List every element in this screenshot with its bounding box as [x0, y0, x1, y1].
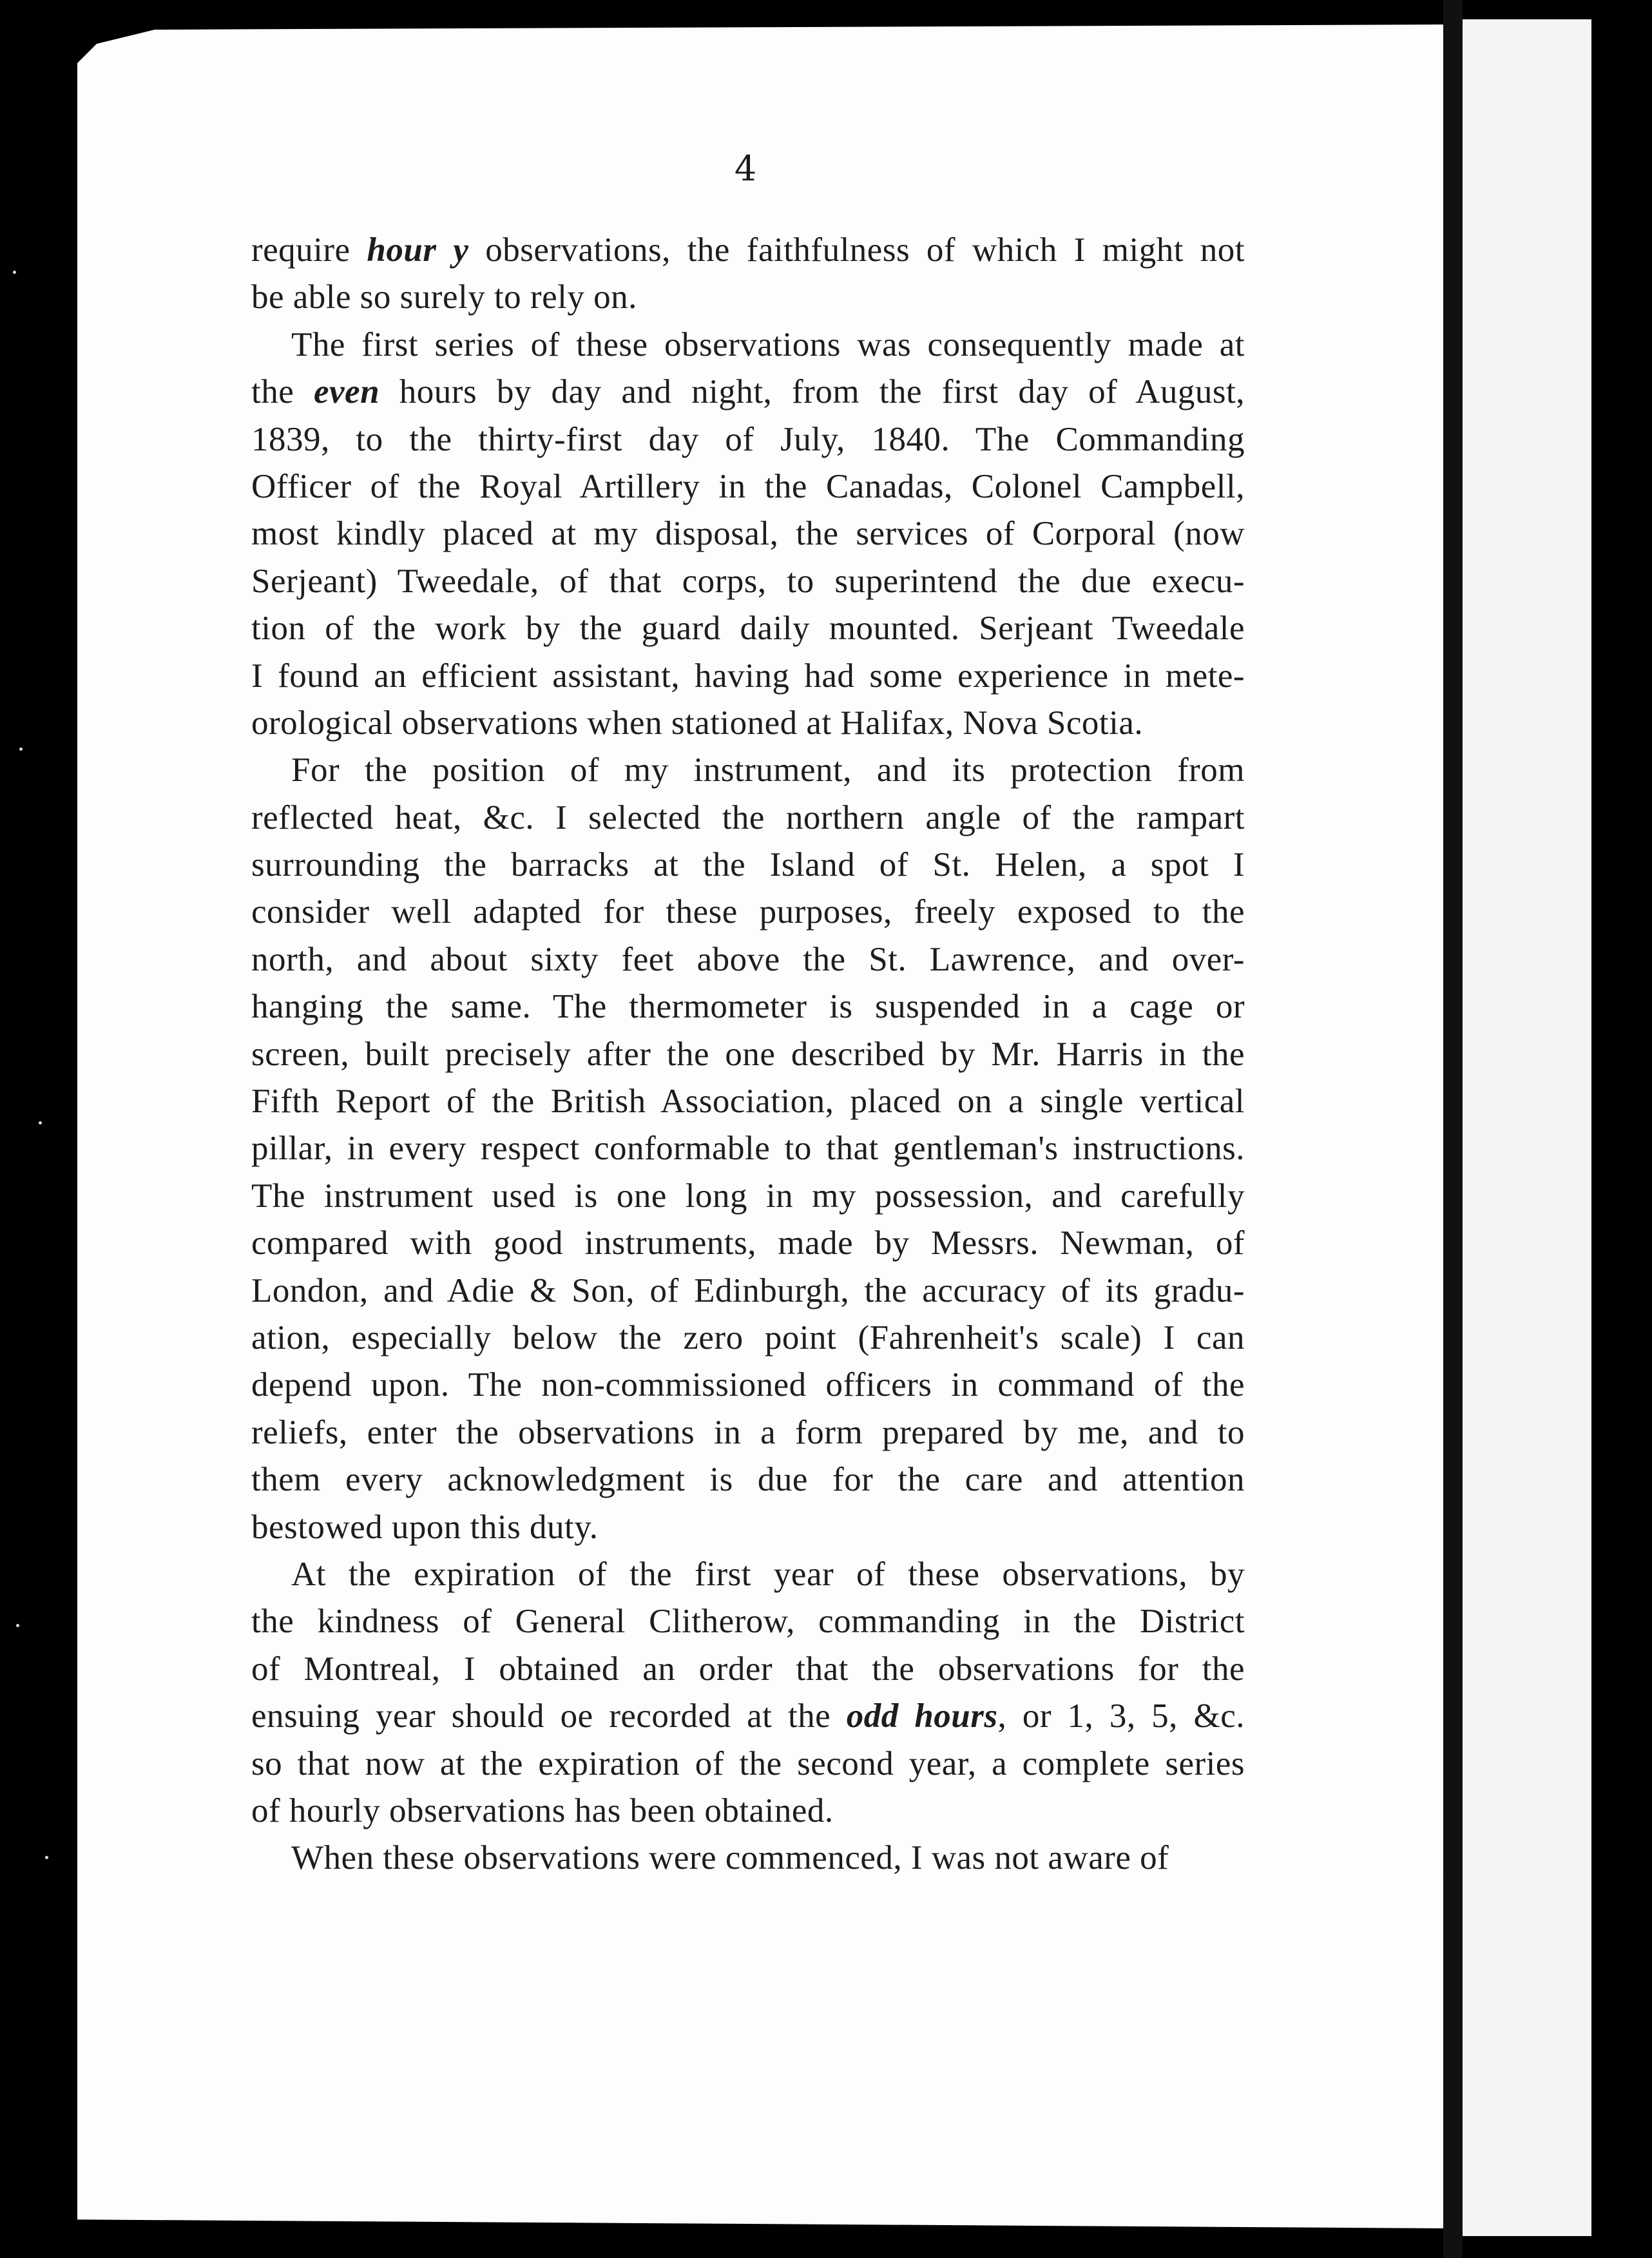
text-run: At the expiration of the first year of these observations, by	[291, 1555, 1245, 1593]
text-run: , or 1, 3, 5, &c.	[997, 1697, 1245, 1735]
ink-mark	[1442, 1503, 1456, 1509]
text-run: bestowed upon this duty.	[251, 1508, 599, 1546]
text-run: observations, the faithfulness of which I might not	[468, 231, 1245, 269]
text-run: of Montreal, I obtained an order that the observations for the	[251, 1650, 1245, 1688]
text-run: ation, especially below the zero point (Fahrenheit's scale) I can	[251, 1318, 1245, 1356]
page-number: 4	[734, 148, 757, 189]
text-line	[251, 605, 1245, 652]
text-line	[251, 700, 1245, 747]
text-line	[251, 1268, 1245, 1315]
text-line	[251, 653, 1245, 700]
text-line	[251, 889, 1245, 936]
text-line	[251, 463, 1245, 510]
text-line	[251, 1504, 1245, 1551]
text-run: so that now at the expiration of the second year, a complete series	[251, 1744, 1245, 1782]
text-line	[251, 1220, 1245, 1267]
text-run: reliefs, enter the observations in a form prepared by me, and to	[251, 1413, 1245, 1451]
text-run: of hourly observations has been obtained.	[251, 1791, 834, 1829]
text-run: depend upon. The non-commissioned officers in command of the	[251, 1366, 1245, 1404]
text-line	[251, 1646, 1245, 1693]
adjacent-page-edge	[1463, 19, 1591, 2236]
text-line	[251, 227, 1245, 274]
text-line	[251, 1362, 1245, 1409]
text-line	[251, 369, 1245, 416]
scan-speck	[39, 1121, 42, 1124]
text-line	[251, 558, 1245, 605]
scan-speck	[45, 1856, 48, 1859]
text-run: north, and about sixty feet above the St. Lawrence, and over-	[251, 940, 1245, 978]
scan-speck	[19, 748, 23, 751]
text-run: consider well adapted for these purposes, freely exposed to the	[251, 893, 1245, 931]
text-run: compared with good instruments, made by Messrs. Newman, of	[251, 1224, 1245, 1262]
text-run: most kindly placed at my disposal, the services of Corporal (now	[251, 515, 1245, 553]
text-run: Fifth Report of the British Association, placed on a single vertical	[251, 1083, 1245, 1121]
text-line	[251, 1031, 1245, 1078]
text-line	[251, 1741, 1245, 1788]
emphasis-text: odd hours	[846, 1697, 998, 1735]
text-run: hours by day and night, from the first day of August,	[379, 373, 1245, 411]
text-run: Officer of the Royal Artillery in the Canadas, Colonel Campbell,	[251, 467, 1245, 505]
emphasis-text: hour y	[367, 231, 469, 269]
body-text	[251, 227, 1245, 1882]
text-line	[251, 1551, 1245, 1598]
text-run: hanging the same. The thermometer is suspended in a cage or	[251, 988, 1245, 1026]
scan-speck	[13, 271, 16, 274]
text-line	[251, 1456, 1245, 1503]
ink-mark	[1443, 1032, 1455, 1038]
text-run: The instrument used is one long in my possession, and carefully	[251, 1177, 1245, 1215]
text-run: surrounding the barracks at the Island of St. Helen, a spot I	[251, 846, 1245, 884]
text-run: the kindness of General Clitherow, commanding in the District	[251, 1603, 1245, 1641]
ink-mark	[1447, 1869, 1455, 1880]
text-run: ensuing year should oe recorded at the	[251, 1697, 847, 1735]
text-line	[251, 842, 1245, 889]
text-line	[251, 1788, 1245, 1835]
text-line	[251, 510, 1245, 557]
text-run: I found an efficient assistant, having had some experience in mete-	[251, 657, 1245, 695]
text-line	[251, 274, 1245, 321]
text-run: 1839, to the thirty-first day of July, 1840. The Commanding	[251, 420, 1245, 458]
text-run: be able so surely to rely on.	[251, 278, 637, 316]
ink-mark	[1445, 540, 1455, 552]
text-run: pillar, in every respect conformable to that gentleman's instructions.	[251, 1130, 1245, 1168]
text-run: London, and Adie & Son, of Edinburgh, the accuracy of its gradu-	[251, 1271, 1245, 1309]
text-line	[251, 1078, 1245, 1125]
text-run: orological observations when stationed at Halifax, Nova Scotia.	[251, 704, 1144, 742]
text-run: tion of the work by the guard daily mounted. Serjeant Tweedale	[251, 610, 1245, 648]
text-run: Serjeant) Tweedale, of that corps, to superintend the due execu-	[251, 562, 1245, 600]
text-run: When these observations were commenced, I was not aware of	[291, 1839, 1169, 1877]
text-line	[251, 322, 1245, 369]
ink-mark	[1442, 232, 1451, 238]
text-run: the	[251, 373, 314, 411]
scan-speck	[16, 1624, 19, 1627]
text-run: The first series of these observations was consequently made at	[291, 325, 1245, 363]
text-line	[251, 1409, 1245, 1456]
text-run: them every acknowledgment is due for the care and attention	[251, 1461, 1245, 1499]
text-line	[251, 1125, 1245, 1172]
text-line	[251, 1693, 1245, 1740]
text-line	[251, 1598, 1245, 1645]
text-run: For the position of my instrument, and its protection from	[291, 751, 1245, 789]
page-gutter	[1443, 0, 1463, 2258]
text-line	[251, 936, 1245, 983]
text-run: reflected heat, &c. I selected the northern angle of the rampart	[251, 798, 1245, 836]
text-run: screen, built precisely after the one described by Mr. Harris in the	[251, 1035, 1245, 1073]
text-line	[251, 1315, 1245, 1362]
text-line	[251, 416, 1245, 463]
text-run: require	[251, 231, 367, 269]
text-line	[251, 747, 1245, 794]
emphasis-text: even	[314, 373, 380, 411]
text-line	[251, 1835, 1245, 1882]
text-line	[251, 983, 1245, 1030]
text-line	[251, 795, 1245, 842]
text-line	[251, 1173, 1245, 1220]
